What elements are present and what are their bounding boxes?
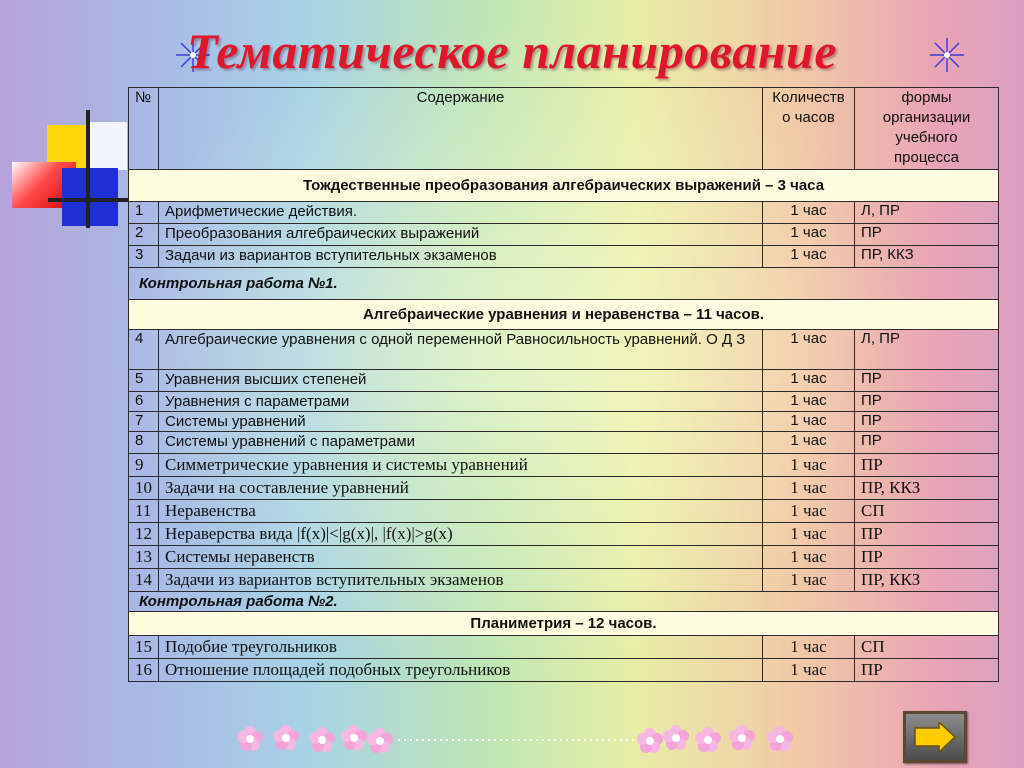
vertical-line — [86, 110, 90, 228]
flower-icon — [729, 725, 755, 750]
table-row — [129, 454, 999, 477]
row-content: Алгебраические уравнения с одной переменной Равносильность уравнений. О Д З — [159, 330, 763, 370]
row-hours: 1 час — [763, 659, 855, 682]
section-title: Планиметрия – 12 часов. — [129, 612, 999, 636]
row-number: 3 — [129, 246, 159, 268]
flower-divider — [228, 720, 808, 758]
row-hours: 1 час — [763, 370, 855, 392]
flower-icon — [695, 727, 721, 752]
row-number: 16 — [129, 659, 159, 682]
row-hours: 1 час — [763, 454, 855, 477]
row-form: ПР — [855, 523, 999, 546]
section-row — [129, 612, 999, 636]
row-form: Л, ПР — [855, 202, 999, 224]
table-header-row — [129, 88, 999, 170]
row-form: ПР, ККЗ — [855, 477, 999, 500]
section-title: Алгебраические уравнения и неравенства – 11 часов. — [129, 300, 999, 330]
horizontal-line — [48, 198, 138, 202]
flower-icon — [237, 726, 263, 751]
row-form: ПР — [855, 659, 999, 682]
control-work-label: Контрольная работа №2. — [129, 592, 999, 612]
row-hours: 1 час — [763, 202, 855, 224]
table-row — [129, 659, 999, 682]
row-hours: 1 час — [763, 546, 855, 569]
flower-icon — [309, 727, 335, 752]
row-number: 9 — [129, 454, 159, 477]
flower-icon — [273, 725, 299, 750]
row-content: Задачи на составление уравнений — [159, 477, 763, 500]
table-row — [129, 500, 999, 523]
header-hours: Количеств о часов — [763, 88, 855, 170]
section-row — [129, 300, 999, 330]
row-hours: 1 час — [763, 523, 855, 546]
row-content: Арифметические действия. — [159, 202, 763, 224]
row-form: ПР — [855, 224, 999, 246]
row-hours: 1 час — [763, 636, 855, 659]
row-number: 11 — [129, 500, 159, 523]
table-row — [129, 330, 999, 370]
row-form: ПР — [855, 454, 999, 477]
row-content: Уравнения с параметрами — [159, 392, 763, 412]
table-row — [129, 636, 999, 659]
row-content: Неравенства — [159, 500, 763, 523]
next-arrow-icon — [913, 722, 957, 752]
row-content: Преобразования алгебраических выражений — [159, 224, 763, 246]
row-content: Системы уравнений — [159, 412, 763, 432]
row-form: ПР, ККЗ — [855, 246, 999, 268]
row-number: 4 — [129, 330, 159, 370]
row-number: 7 — [129, 412, 159, 432]
row-hours: 1 час — [763, 412, 855, 432]
blue-square — [62, 168, 118, 226]
row-number: 8 — [129, 432, 159, 454]
header-forms: формы организации учебного процесса — [855, 88, 999, 170]
row-form: СП — [855, 636, 999, 659]
control-work-row — [129, 268, 999, 300]
row-content: Симметрические уравнения и системы уравнений — [159, 454, 763, 477]
table-row — [129, 224, 999, 246]
row-content: Нераверства вида |f(x)|<|g(x)|, |f(x)|>g(x) — [159, 523, 763, 546]
row-content: Задачи из вариантов вступительных экзаменов — [159, 246, 763, 268]
row-form: ПР — [855, 370, 999, 392]
table-row — [129, 246, 999, 268]
row-form: ПР — [855, 412, 999, 432]
table-row — [129, 546, 999, 569]
table-row — [129, 392, 999, 412]
thematic-plan-table — [128, 87, 999, 682]
flower-icon — [367, 728, 393, 753]
row-number: 10 — [129, 477, 159, 500]
row-content: Задачи из вариантов вступительных экзаменов — [159, 569, 763, 592]
row-hours: 1 час — [763, 432, 855, 454]
row-number: 12 — [129, 523, 159, 546]
page-title: Тематическое планирование — [186, 23, 838, 79]
table-row — [129, 412, 999, 432]
header-number: № — [129, 88, 159, 170]
row-hours: 1 час — [763, 392, 855, 412]
row-number: 6 — [129, 392, 159, 412]
row-hours: 1 час — [763, 569, 855, 592]
table-row — [129, 569, 999, 592]
control-work-row — [129, 592, 999, 612]
table-row — [129, 202, 999, 224]
row-form: ПР — [855, 432, 999, 454]
row-form: ПР — [855, 546, 999, 569]
control-work-label: Контрольная работа №1. — [129, 268, 999, 300]
row-hours: 1 час — [763, 330, 855, 370]
table-row — [129, 432, 999, 454]
row-number: 5 — [129, 370, 159, 392]
row-hours: 1 час — [763, 246, 855, 268]
row-number: 2 — [129, 224, 159, 246]
row-form: Л, ПР — [855, 330, 999, 370]
row-content: Подобие треугольников — [159, 636, 763, 659]
section-row — [129, 170, 999, 202]
flower-icon — [341, 725, 367, 750]
flower-icon — [663, 725, 689, 750]
row-hours: 1 час — [763, 477, 855, 500]
next-slide-button[interactable] — [903, 711, 967, 763]
row-number: 1 — [129, 202, 159, 224]
flower-icon — [637, 728, 663, 753]
table-row — [129, 523, 999, 546]
row-form: ПР — [855, 392, 999, 412]
row-number: 15 — [129, 636, 159, 659]
white-square — [89, 122, 127, 170]
table-row — [129, 370, 999, 392]
header-content: Содержание — [159, 88, 763, 170]
row-form: ПР, ККЗ — [855, 569, 999, 592]
row-content: Отношение площадей подобных треугольников — [159, 659, 763, 682]
section-title: Тождественные преобразования алгебраических выражений – 3 часа — [129, 170, 999, 202]
row-hours: 1 час — [763, 500, 855, 523]
row-hours: 1 час — [763, 224, 855, 246]
row-form: СП — [855, 500, 999, 523]
flower-icon — [767, 726, 793, 751]
row-number: 14 — [129, 569, 159, 592]
row-content: Системы уравнений с параметрами — [159, 432, 763, 454]
row-content: Системы неравенств — [159, 546, 763, 569]
row-content: Уравнения высших степеней — [159, 370, 763, 392]
table-row — [129, 477, 999, 500]
row-number: 13 — [129, 546, 159, 569]
